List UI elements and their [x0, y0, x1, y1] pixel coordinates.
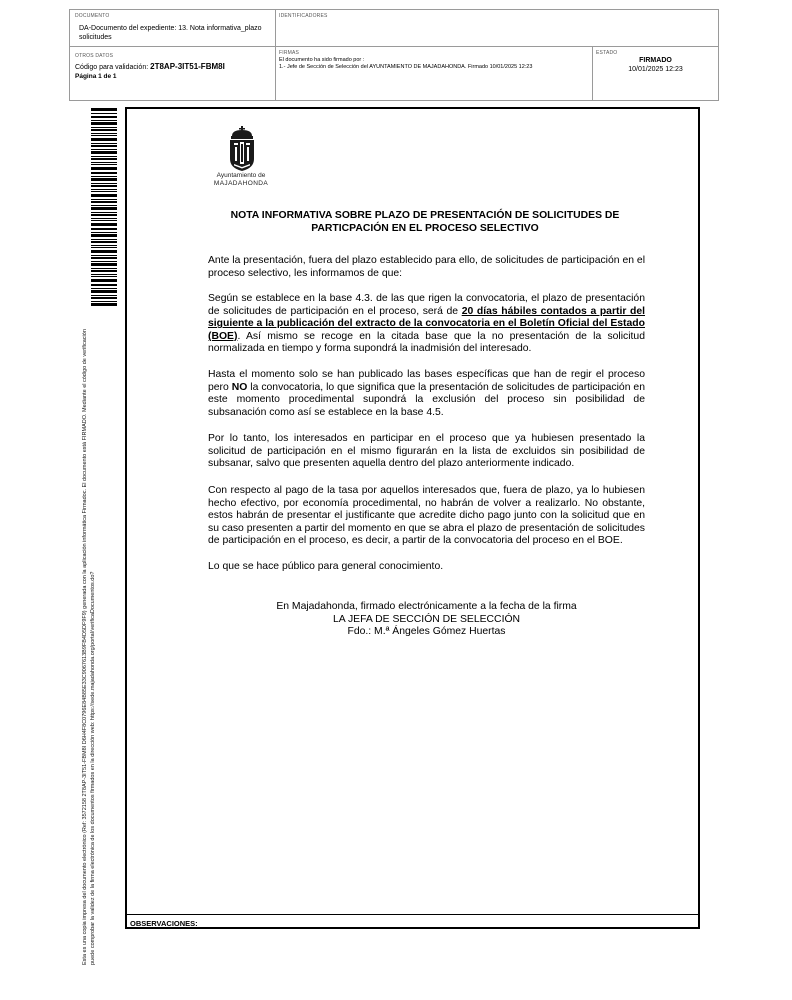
- logo-line-1: Ayuntamiento de: [216, 172, 266, 179]
- firmas-line-1: El documento ha sido firmado por :: [279, 57, 365, 63]
- firmas-label: FIRMAS: [279, 50, 300, 56]
- majadahonda-crest-icon: [227, 126, 257, 172]
- observaciones-label: OBSERVACIONES:: [130, 919, 198, 928]
- documento-label: DOCUMENTO: [75, 13, 110, 19]
- paragraph-4: Por lo tanto, los interesados en participar en el proceso que ya hubiesen presentado la solicitud de participación en el mismo figurarán en la lista de excluidos sin posibilidad de subsanar, salvo que presenten aquella dentro del plazo anteriormente indicado.: [208, 433, 645, 470]
- paragraph-5: Con respecto al pago de la tasa por aquellos interesados que, fuera de plazo, ya lo hubiesen hecho efectivo, por economía procedimental, no habrán de volver a realizarlo. No obstante, estos habrán de presentar el justificante que acredite dicho pago junto con la solicitud que en su caso presenten a partir del momento en que se abra el plazo de presentación de solicitudes de participación en el proceso, es decir, a partir de la convocatoria del proceso en el BOE.: [208, 485, 645, 547]
- signature-line-3: Fdo.: M.ª Ángeles Gómez Huertas: [347, 626, 506, 638]
- paragraph-2-end: . Así mismo se recoge en la citada base que la no presentación de la solicitud normalizada en tiempo y forma supondrá la inadmisión del interesado.: [208, 330, 645, 355]
- otros-datos-label: OTROS DATOS: [75, 53, 114, 59]
- codigo-validacion: [75, 62, 225, 71]
- paragraph-3-start: Hasta el momento solo se han publicado las bases específicas que han de regir el proceso pero: [208, 369, 645, 393]
- signature-line-2: LA JEFA DE SECCIÓN DE SELECCIÓN: [332, 613, 521, 625]
- estado-label: ESTADO: [596, 50, 618, 56]
- signature-block: [208, 601, 645, 639]
- documento-text: DA-Documento del expediente: 13. Nota informativa_plazo solicitudes: [79, 25, 262, 41]
- codigo-label: Código para validación:: [75, 64, 149, 71]
- paragraph-2: [208, 293, 645, 356]
- logo-text: [205, 172, 277, 188]
- document-title: NOTA INFORMATIVA SOBRE PLAZO DE PRESENTACIÓN DE SOLICITUDES DE PARTICPACIÓN EN EL PROCESO SELECTIVO: [230, 210, 620, 234]
- document-header: [69, 9, 719, 101]
- paragraph-1: Ante la presentación, fuera del plazo establecido para ello, de solicitudes de participación en el proceso selectivo, les informamos de que:: [208, 255, 645, 279]
- paragraph-6: Lo que se hace público para general conocimiento.: [208, 561, 444, 572]
- side-verification-text-2: puede comprobar la validez de la firma electrónica de los documentos firmados en la dirección web: https://sede.majadahonda.org/portal/verificaDocumentos.do?: [90, 571, 96, 965]
- pagina-count: Página 1 de 1: [75, 73, 117, 80]
- signature-line-1: En Majadahonda, firmado electrónicamente a la fecha de la firma: [276, 601, 577, 612]
- firmas-line-2: 1.- Jefe de Sección de Selección del AYUNTAMIENTO DE MAJADAHONDA. Firmado 10/01/2025 12:23: [279, 64, 533, 70]
- estado-date: 10/01/2025 12:23: [628, 66, 683, 73]
- paragraph-2-start: Según se establece en la base 4.3. de las que rigen la convocatoria, el plazo de presentación de solicitudes de participación en el proceso, será de: [208, 293, 645, 317]
- observaciones-divider: [125, 914, 700, 915]
- estado-value: FIRMADO: [639, 57, 672, 64]
- paragraph-3-no: NO: [231, 381, 248, 393]
- logo-line-2: MAJADAHONDA: [213, 180, 269, 187]
- barcode-icon: [91, 108, 117, 306]
- identificadores-label: IDENTIFICADORES: [279, 13, 328, 19]
- side-verification-text-1: Esta es una copia impresa del documento electrónico (Ref: 3572158 2T8AP-3IT51-FBM8I D6H4F8C0796E84B85E33C9067613B9FB4D5DF9F9) generada con la aplicación informática Firmadoc. El documento está FIRMADO. Mediante el código de verificación: [82, 329, 88, 965]
- paragraph-3: [208, 369, 645, 419]
- paragraph-2-highlight: 20 días hábiles contados a partir del siguiente a la publicación del extracto de la convocatoria en el Boletín Oficial del Estado (BOE): [208, 305, 646, 342]
- codigo-value: 2T8AP-3IT51-FBM8I: [150, 62, 225, 71]
- paragraph-3-end: la convocatoria, lo que significa que la presentación de solicitudes de participación en este momento procedimental supondrá la exclusión del proceso sin posibilidad de subsanación como así se establece en la base 4.5.: [208, 381, 645, 418]
